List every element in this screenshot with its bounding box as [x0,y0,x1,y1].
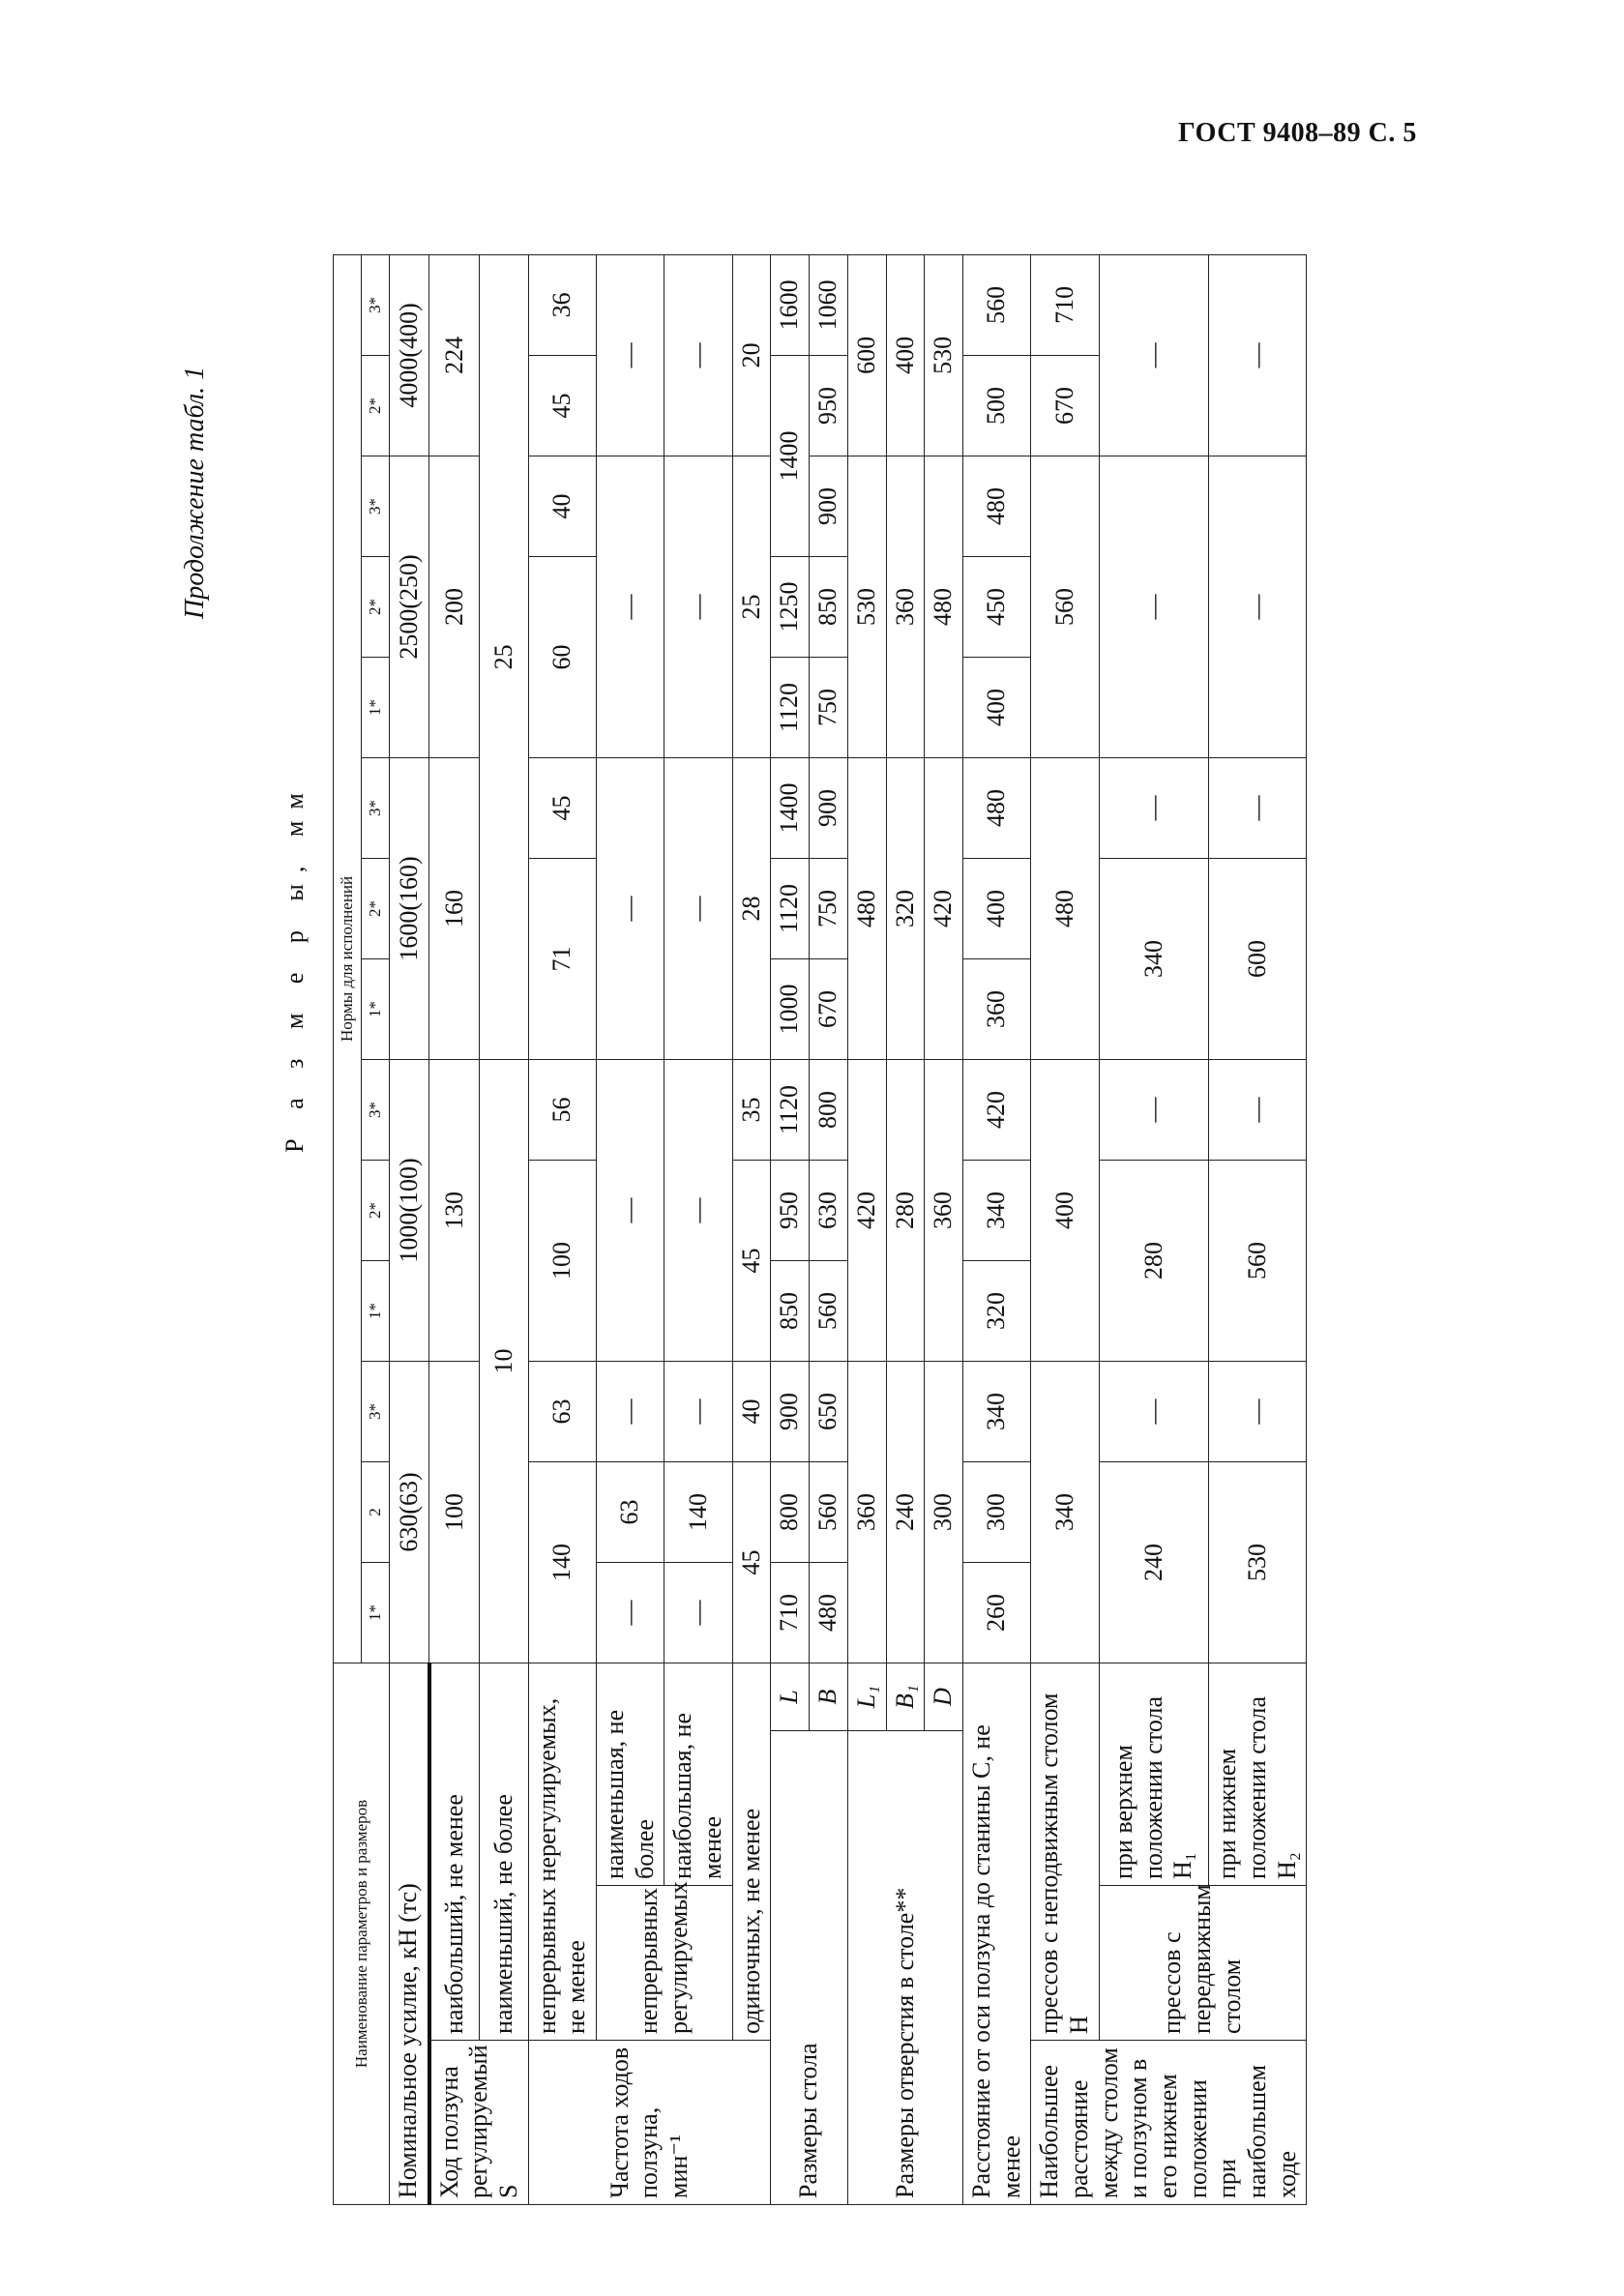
variant-label: 1* [362,958,390,1059]
label-dist-C: Расстояние от оси ползуна до станины C, не менее [962,1663,1030,2204]
cell: 850 [810,556,848,657]
cell: 750 [810,657,848,757]
cell: 71 [528,858,596,1059]
cell: 560 [1209,1160,1307,1361]
cell: 480 [962,757,1030,858]
cell: — [597,757,664,1059]
variant-label: 3* [362,1059,390,1160]
cell: 1120 [771,657,810,757]
cell: 1120 [771,858,810,958]
cell: 28 [732,757,771,1059]
cell: 650 [810,1361,848,1461]
cell: 850 [771,1260,810,1361]
cell: 400 [886,254,925,456]
cell: 560 [962,254,1030,355]
cell: — [597,254,664,456]
row-L1 [847,254,886,2204]
cell: 280 [886,1059,925,1361]
label-freq-cont-unreg: непрерывных нерегулируемых, не менее [528,1663,596,2040]
label-stroke-max: наибольший, не менее [429,1663,480,2040]
label-freq: Частота ходов ползуна, мин⁻¹ [528,2041,771,2205]
cell: 45 [528,355,596,456]
cell: 1250 [771,556,810,657]
cell: 500 [962,355,1030,456]
row-stroke-max [429,254,480,2204]
cell: — [1209,757,1307,858]
cell: 450 [962,556,1030,657]
cell: 950 [810,355,848,456]
cell: — [1099,1059,1209,1160]
cell: 2500(250) [390,456,429,757]
cell: 670 [1031,355,1099,456]
row-freq-reg-min [597,254,664,2204]
page-header: ГОСТ 9408–89 С. 5 [1178,118,1417,148]
cell: — [664,757,732,1059]
cell: — [664,1562,732,1663]
cell: 300 [962,1461,1030,1562]
cell: 630(63) [390,1361,429,1663]
cell: 56 [528,1059,596,1160]
cell: 100 [429,1361,480,1663]
cell: 1600 [771,254,810,355]
cell: 300 [925,1361,963,1663]
label-nominal: Номинальное усилие, кН (тс) [390,1663,429,2204]
label-stroke: Ход ползуна регулируемый S [429,2041,529,2205]
label-table-dims: Размеры стола [771,1731,847,2205]
label-max-dist: Наибольшее расстояние между столом и ползуном в его нижнем положении при наибольшем ходе [1031,2041,1307,2205]
cell: 1000(100) [390,1059,429,1361]
cell: — [597,456,664,757]
cell: 224 [429,254,480,456]
cell: 480 [1031,757,1099,1059]
row-stroke-min [480,254,528,2204]
label-hole-dims: Размеры отверстия в столе** [847,1731,962,2205]
variant-label: 1* [362,1260,390,1361]
label-upper-pos: при верхнем положении стола H₁ [1099,1663,1209,1885]
cell: 420 [962,1059,1030,1160]
cell: 480 [847,757,886,1059]
cell: 400 [1031,1059,1099,1361]
cell: — [1209,1361,1307,1461]
variant-label: 3* [362,1361,390,1461]
cell: 240 [1099,1461,1209,1663]
cell: 1000 [771,958,810,1059]
cell: 1600(160) [390,757,429,1059]
variant-label: 3* [362,456,390,556]
cell: 1400 [771,757,810,858]
cell: 480 [810,1562,848,1663]
cell: 340 [962,1361,1030,1461]
cell: 560 [1031,456,1099,757]
variant-label: 2 [362,1461,390,1562]
cell: 560 [810,1461,848,1562]
row-freq-single [732,254,771,2204]
label-fixed-table: прессов с неподвижным столом H [1031,1663,1099,2040]
cell: 420 [847,1059,886,1361]
cell: 420 [925,757,963,1059]
cell: 130 [429,1059,480,1361]
row-L [771,254,810,2204]
label-freq-cont-reg: непрерывных регулируемых [597,1886,733,2041]
cell: 20 [732,254,771,456]
label-stroke-min: наименьший, не более [480,1663,528,2040]
cell: — [1099,1361,1209,1461]
cell: 35 [732,1059,771,1160]
cell: 560 [810,1260,848,1361]
variant-label: 1* [362,1562,390,1663]
table-caption: Р а з м е р ы, мм [281,781,309,1153]
cell: 200 [429,456,480,757]
cell: 100 [528,1160,596,1361]
row-freq-cont-unreg [528,254,596,2204]
cell: 160 [429,757,480,1059]
cell: 36 [528,254,596,355]
cell: 1120 [771,1059,810,1160]
param-column-header: Наименование параметров и размеров [334,1663,390,2204]
cell: 45 [732,1160,771,1361]
cell: 360 [847,1361,886,1663]
cell: — [664,254,732,456]
cell: 710 [771,1562,810,1663]
cell: 530 [925,254,963,456]
label-movable-table: прессов с передвижным столом [1099,1886,1307,2041]
cell: — [1099,254,1209,456]
cell: 260 [962,1562,1030,1663]
label-dim-D: D [925,1663,963,1730]
variant-label: 2* [362,1160,390,1260]
row-nominal [390,254,429,2204]
label-dim-B1: B₁ [886,1663,925,1730]
variant-label: 3* [362,254,390,355]
cell: 530 [847,456,886,757]
parameters-table [333,254,1307,2205]
header-row [334,254,362,2204]
cell: 480 [925,456,963,757]
cell: 360 [962,958,1030,1059]
cell: — [1209,1059,1307,1160]
cell: 480 [962,456,1030,556]
cell: 600 [847,254,886,456]
cell: 4000(400) [390,254,429,456]
cell: 800 [810,1059,848,1160]
cell: — [1209,254,1307,456]
variant-label: 2* [362,858,390,958]
cell: 63 [597,1461,664,1562]
variant-label: 3* [362,757,390,858]
label-dim-L1: L₁ [847,1663,886,1730]
cell: — [597,1361,664,1461]
norms-header: Нормы для исполнений [334,254,362,1663]
continuation-label: Продолжение табл. 1 [180,366,210,619]
label-lower-pos: при нижнем положении стола H₂ [1209,1663,1307,1885]
cell: 900 [771,1361,810,1461]
cell: — [664,1059,732,1361]
cell: 340 [1031,1361,1099,1663]
cell: 950 [771,1160,810,1260]
cell: — [664,1361,732,1461]
cell: — [664,456,732,757]
cell: 900 [810,757,848,858]
cell: 60 [528,556,596,757]
cell: — [597,1059,664,1361]
label-freq-reg-min: наименьшая, не более [597,1663,664,1885]
row-H [1031,254,1099,2204]
label-freq-single: одиночных, не менее [732,1663,771,2040]
label-freq-reg-max: наибольшая, не менее [664,1663,732,1885]
cell: 530 [1209,1461,1307,1663]
cell: 45 [732,1461,771,1663]
cell: 140 [528,1461,596,1663]
cell: — [1099,757,1209,858]
cell: 25 [480,254,528,1059]
cell: 1060 [810,254,848,355]
cell: 240 [886,1361,925,1663]
cell: 710 [1031,254,1099,355]
cell: 140 [664,1461,732,1562]
cell: 40 [732,1361,771,1461]
cell: 360 [925,1059,963,1361]
variant-label: 1* [362,657,390,757]
cell: 600 [1209,858,1307,1059]
cell: 900 [810,456,848,556]
cell: 630 [810,1160,848,1260]
cell: 340 [962,1160,1030,1260]
cell: 340 [1099,858,1209,1059]
cell: 360 [886,456,925,757]
cell: 400 [962,858,1030,958]
cell: — [1209,456,1307,757]
cell: 10 [480,1059,528,1663]
cell: 45 [528,757,596,858]
cell: 40 [528,456,596,556]
label-dim-B: B [810,1663,848,1730]
cell: 320 [962,1260,1030,1361]
cell: 750 [810,858,848,958]
cell: 670 [810,958,848,1059]
label-dim-L: L [771,1663,810,1730]
rotated-table-block [174,271,1548,2205]
cell: 25 [732,456,771,757]
variant-label: 2* [362,355,390,456]
cell: 400 [962,657,1030,757]
cell: — [597,1562,664,1663]
row-H1 [1099,254,1209,2204]
cell: 800 [771,1461,810,1562]
cell: 280 [1099,1160,1209,1361]
cell: 63 [528,1361,596,1461]
cell: 320 [886,757,925,1059]
cell: — [1099,456,1209,757]
row-C [962,254,1030,2204]
variant-label: 2* [362,556,390,657]
cell: 1400 [771,355,810,556]
